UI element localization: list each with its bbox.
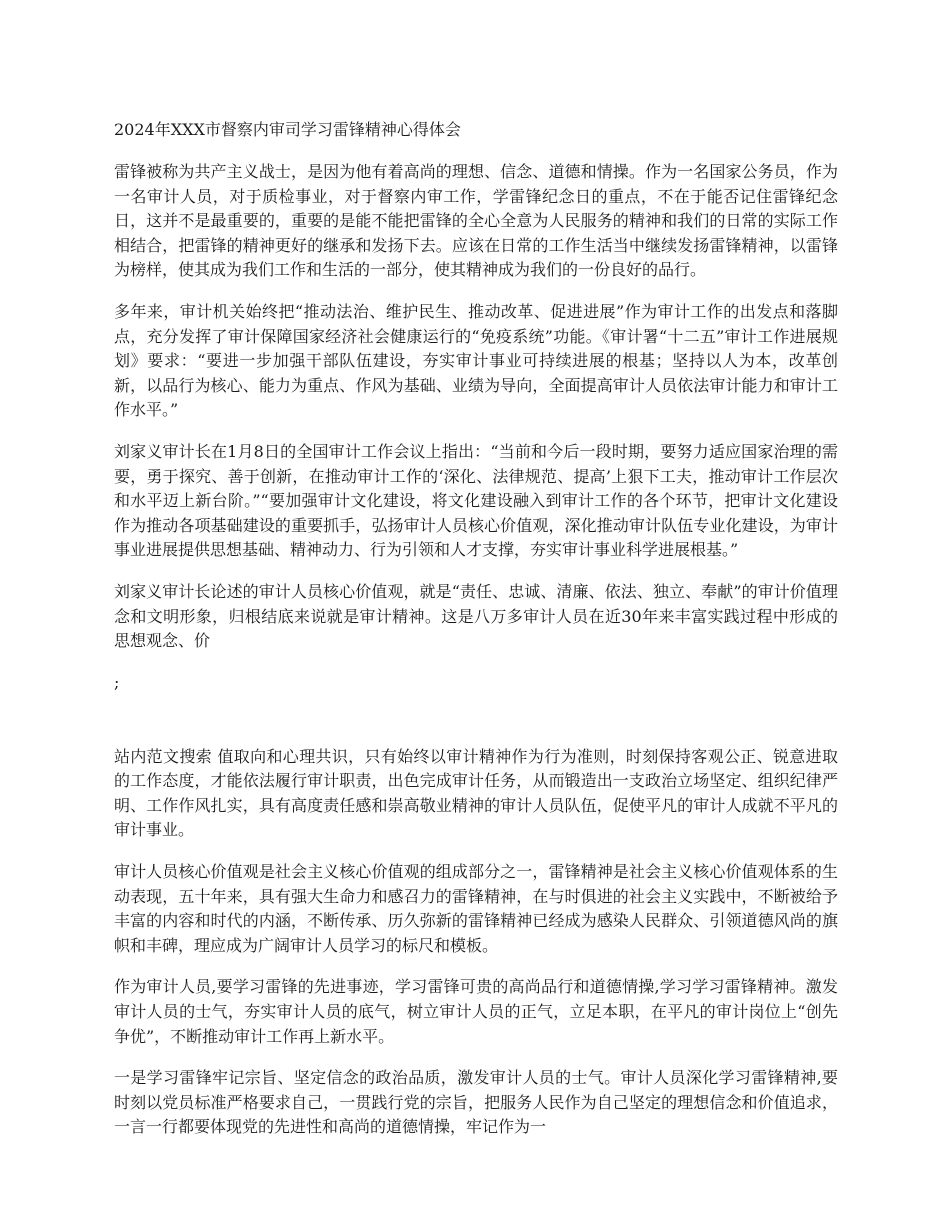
body-paragraph: 多年来，审计机关始终把“推动法治、维护民生、推动改革、促进进展”作为审计工作的出发点和落脚点，充分发挥了审计保障国家经济社会健康运行的“免疫系统”功能。《审计署“十二五”审计工作进展规划》要求：“要进一步加强干部队伍建设，夯实审计事业可持续进展的根基；坚持以人为本，改革创新，以品行为核心、能力为重点、作风为基础、业绩为导向，全面提高审计人员依法审计能力和审计工作水平。” <box>114 301 838 420</box>
page-break-gap <box>114 695 838 745</box>
body-paragraph: 作为审计人员,要学习雷锋的先进事迹，学习雷锋可贵的高尚品行和道德情操,学习学习雷锋精神。激发审计人员的士气，夯实审计人员的底气，树立审计人员的正气，立足本职，在平凡的审计岗位上“创先争优”，不断推动审计工作再上新水平。 <box>114 977 838 1046</box>
body-paragraph: 刘家义审计长在1月8日的全国审计工作会议上指出：“当前和今后一段时期，要努力适应国家治理的需要，勇于探究、善于创新，在推动审计工作的‘深化、法律规范、提高’上狠下工夫，推动审计工作层次和水平迈上新台阶。”“要加强审计文化建设，将文化建设融入到审计工作的各个环节，把审计文化建设作为推动各项基础建设的重要抓手，弘扬审计人员核心价值观，深化推动审计队伍专业化建设，为审计事业进展提供思想基础、精神动力、行为引领和人才支撑，夯实审计事业科学进展根基。” <box>114 441 838 560</box>
document-title: 2024年XXX市督察内审司学习雷锋精神心得体会 <box>114 120 461 139</box>
body-paragraph: 一是学习雷锋牢记宗旨、坚定信念的政治品质，激发审计人员的士气。审计人员深化学习雷锋精神,要时刻以党员标准严格要求自己，一贯践行党的宗旨，把服务人民作为自己坚定的理想信念和价值追求，一言一行都要体现党的先进性和高尚的道德情操，牢记作为一 <box>114 1068 838 1137</box>
body-paragraph: 刘家义审计长论述的审计人员核心价值观，就是“责任、忠诚、清廉、依法、独立、奉献”的审计价值理念和文明形象，归根结底来说就是审计精神。这是八万多审计人员在近30年来丰富实践过程中形成的思想观念、价 <box>114 581 838 651</box>
document-page <box>114 118 838 1157</box>
body-paragraph: 雷锋被称为共产主义战士，是因为他有着高尚的理想、信念、道德和情操。作为一名国家公务员，作为一名审计人员，对于质检事业，对于督察内审工作，学雷锋纪念日的重点，不在于能否记住雷锋纪念日，这并不是最重要的，重要的是能不能把雷锋的全心全意为人民服务的精神和我们的日常的实际工作相结合，把雷锋的精神更好的继承和发扬下去。应该在日常的工作生活当中继续发扬雷锋精神，以雷锋为榜样，使其成为我们工作和生活的一部分，使其精神成为我们的一份良好的品行。 <box>114 162 838 280</box>
body-paragraph: 审计人员核心价值观是社会主义核心价值观的组成部分之一，雷锋精神是社会主义核心价值观体系的生动表现，五十年来，具有强大生命力和感召力的雷锋精神，在与时俱进的社会主义实践中，不断被给予丰富的内容和时代的内涵，不断传承、历久弥新的雷锋精神已经成为感染人民群众、引领道德风尚的旗帜和丰碑，理应成为广阔审计人员学习的标尺和模板。 <box>114 862 838 955</box>
continued-paragraph <box>114 745 838 843</box>
site-search-link[interactable]: 站内范文搜索 <box>114 746 213 766</box>
continued-text: 值取向和心理共识，只有始终以审计精神作为行为准则，时刻保持客观公正、锐意进取的工作态度，才能依法履行审计职责，出色完成审计任务，从而锻造出一支政治立场坚定、组织纪律严明、工作作风扎实，具有高度责任感和崇高敬业精神的审计人员队伍，促使平凡的审计人成就不平凡的审计事业。 <box>114 746 838 840</box>
stray-semicolon: ; <box>114 672 120 692</box>
